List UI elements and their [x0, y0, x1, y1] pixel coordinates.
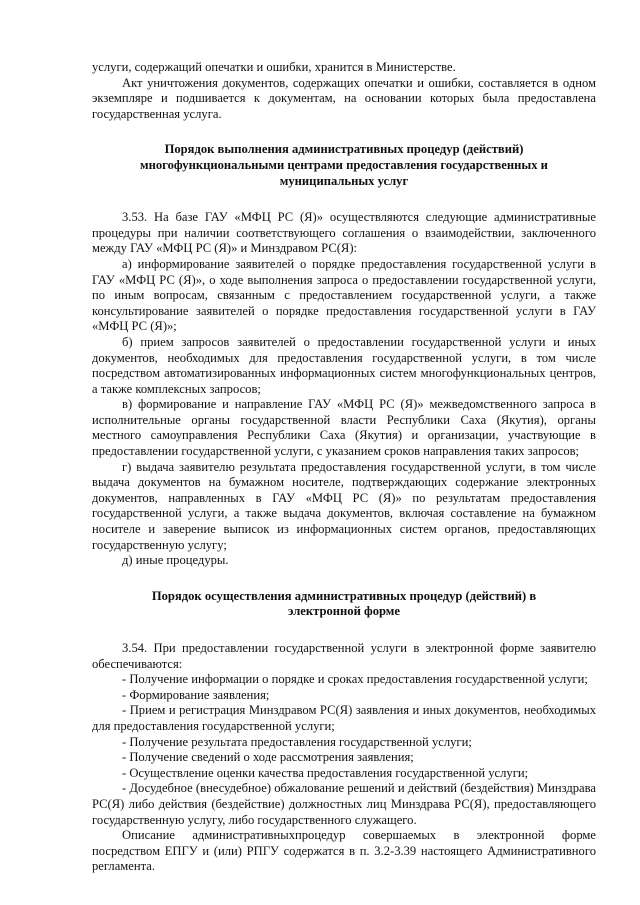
section-heading-electronic-line-1: Порядок осуществления административных процедур (действий) в — [151, 588, 537, 603]
clause-3-54: 3.54. При предоставлении государственной услуги в электронной форме заявителю обеспечиваются: — [92, 641, 596, 671]
clause-3-53-item-d: д) иные процедуры. — [122, 553, 229, 568]
section-heading-mfc-line-2: многофункциональными центрами предоставления государственных и — [140, 157, 548, 172]
dash-item-1: - Получение информации о порядке и сроках предоставления государственной услуги; — [122, 672, 588, 687]
dash-item-3: - Прием и регистрация Минздравом РС(Я) заявления и иных документов, необходимых для предоставления государственной услуги; — [92, 703, 596, 733]
section-heading-mfc — [92, 142, 596, 189]
dash-item-7: - Досудебное (внесудебное) обжалование решений и действий (бездействия) Минздрава РС(Я) либо действия (бездействие) должностных лиц Минздрава РС(Я), предоставляющего государственную услугу, либо государственного служащего. — [92, 781, 596, 827]
clause-3-53-item-a: а) информирование заявителей о порядке предоставления государственной услуги в ГАУ «МФЦ РС (Я)», о ходе выполнения запроса о предоставлении государственной услуги, по иным вопросам, связанным с предоставлением государственной услуги, а также консультирование заявителей о порядке предоставления государственной услуги в ГАУ «МФЦ РС (Я)»; — [92, 256, 596, 334]
clause-3-53: 3.53. На базе ГАУ «МФЦ РС (Я)» осуществляются следующие административные процедуры при наличии соответствующего соглашения о взаимодействии, заключенного между ГАУ «МФЦ РС (Я)» и Минздравом РС(Я): — [92, 210, 596, 256]
section-heading-electronic — [92, 589, 596, 620]
dash-item-6: - Осуществление оценки качества предоставления государственной услуги; — [122, 765, 529, 780]
dash-item-2: - Формирование заявления; — [122, 687, 270, 702]
clause-3-53-item-g: г) выдача заявителю результата предоставления государственной услуги, в том числе выдача документов на бумажном носителе, подтверждающих содержание электронных документов, направленных в ГАУ «МФЦ РС (Я)» по результатам предоставления государственной услуги, а также выдача документов, включая составление на бумажном носителе и заверение выписок из информационных систем органов, предоставляющих государственную услугу; — [92, 459, 596, 552]
clause-3-53-item-b: б) прием запросов заявителей о предоставлении государственной услуги и иных документов, необходимых для предоставления государственной услуги, в том числе посредством автоматизированных информационных систем многофункциональных центров, а также комплексных запросов; — [92, 334, 596, 396]
dash-item-5: - Получение сведений о ходе рассмотрения заявления; — [122, 750, 414, 765]
closing-paragraph: Описание административныхпроцедур совершаемых в электронной форме посредством ЕПГУ и (или) РПГУ содержатся в п. 3.2-3.39 настоящего Административного регламента. — [92, 828, 596, 874]
section-heading-electronic-line-2: электронной форме — [288, 604, 400, 619]
intro-paragraph-2: Акт уничтожения документов, содержащих опечатки и ошибки, составляется в одном экземпляре и подшивается к документам, на основании которых была предоставлена государственная услуга. — [92, 75, 596, 121]
section-heading-mfc-line-3: муниципальных услуг — [279, 173, 409, 188]
dash-item-4: - Получение результата предоставления государственной услуги; — [122, 734, 472, 749]
section-heading-mfc-line-1: Порядок выполнения административных процедур (действий) — [164, 142, 524, 157]
clause-3-53-item-v: в) формирование и направление ГАУ «МФЦ РС (Я)» межведомственного запроса в исполнительные органы государственной власти Республики Саха (Якутия), органы местного самоуправления Республики Саха (Якутия) и организации, участвующие в предоставлении государственной услуги, с указанием сроков направления таких запросов; — [92, 397, 596, 459]
intro-paragraph-1: услуги, содержащий опечатки и ошибки, хранится в Министерстве. — [92, 60, 456, 74]
